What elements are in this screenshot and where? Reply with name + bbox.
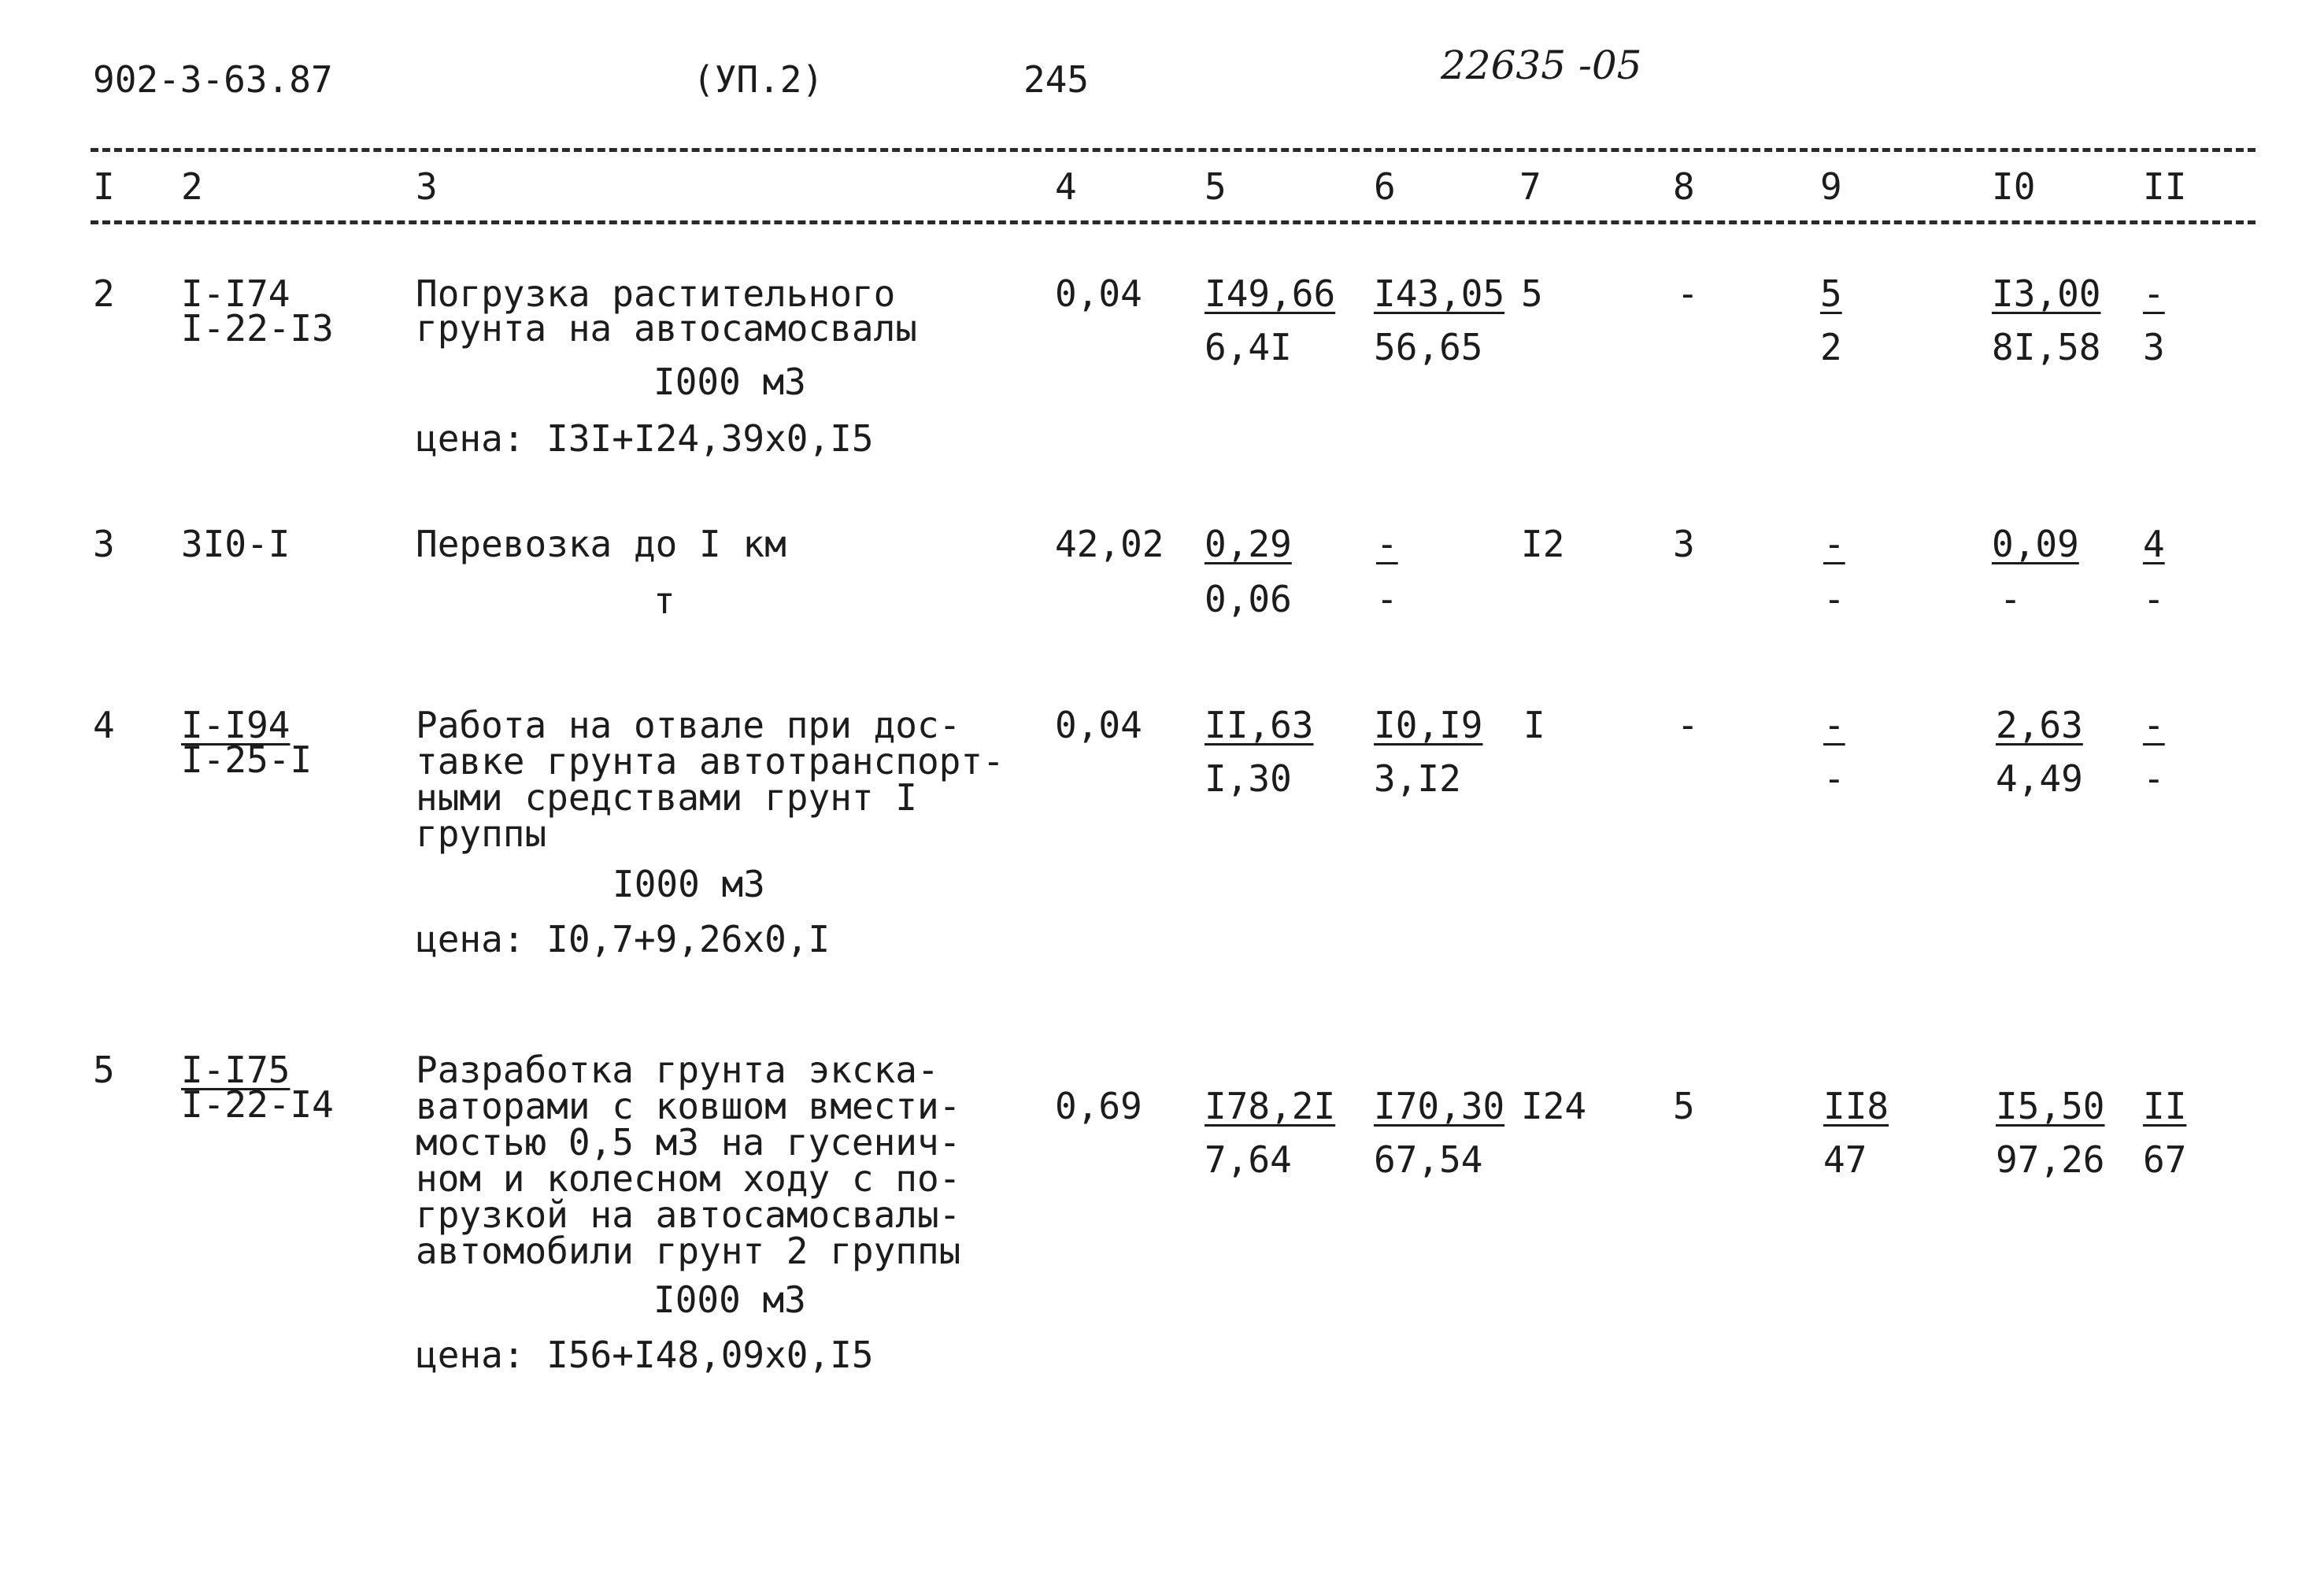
row-number: 3 (93, 523, 115, 565)
col-header-6: 6 (1374, 165, 1396, 208)
col8-value: 5 (1673, 1085, 1695, 1127)
value-denominator: 4,49 (1996, 757, 2083, 800)
work-description: Работа на отвале при дос- (416, 704, 961, 746)
row-number: 4 (93, 704, 115, 746)
norm-code: I-25-I (181, 738, 313, 781)
value-denominator: - (1823, 757, 1845, 800)
col7-value: I24 (1521, 1085, 1587, 1127)
value-numerator: 5 (1820, 272, 1842, 315)
value-denominator: - (2000, 578, 2022, 620)
col-header-11: II (2143, 165, 2187, 208)
work-description: ном и колесном ходу с по- (416, 1157, 961, 1200)
norm-code: I-22-I4 (181, 1083, 334, 1126)
value-denominator: 2 (1820, 326, 1842, 368)
unit-of-measure: I000 м3 (612, 863, 765, 905)
value-numerator: II,63 (1205, 704, 1314, 746)
row-number: 2 (93, 272, 115, 315)
col-header-1: I (93, 165, 115, 208)
quantity: 0,04 (1055, 704, 1142, 746)
value-denominator: - (1376, 578, 1398, 620)
col-header-4: 4 (1055, 165, 1077, 208)
value-numerator: II8 (1823, 1085, 1889, 1127)
col-header-7: 7 (1519, 165, 1541, 208)
value-numerator: I43,05 (1374, 272, 1505, 315)
col8-value: - (1677, 272, 1699, 315)
value-numerator: - (1823, 523, 1845, 565)
work-description: Разработка грунта экска- (416, 1049, 939, 1091)
norm-code: I-I74 (181, 272, 290, 315)
work-description: грузкой на автосамосвалы- (416, 1193, 961, 1236)
row-number: 5 (93, 1049, 115, 1091)
value-denominator: 7,64 (1205, 1138, 1292, 1181)
price-formula: цена: I56+I48,09х0,I5 (416, 1334, 874, 1376)
col-header-8: 8 (1673, 165, 1695, 208)
price-formula: цена: I3I+I24,39х0,I5 (416, 417, 874, 460)
col7-value: 5 (1521, 272, 1543, 315)
value-denominator: 67 (2143, 1138, 2187, 1181)
value-numerator: - (1376, 523, 1398, 565)
work-description: ваторами с ковшом вмести- (416, 1085, 961, 1127)
value-denominator: 47 (1823, 1138, 1867, 1181)
value-numerator: I0,I9 (1374, 704, 1483, 746)
work-description: ными средствами грунт I (416, 776, 917, 819)
value-numerator: 0,09 (1992, 523, 2079, 565)
col-header-10: I0 (1992, 165, 2036, 208)
value-numerator: I49,66 (1205, 272, 1336, 315)
value-numerator: 2,63 (1996, 704, 2083, 746)
col8-value: 3 (1673, 523, 1695, 565)
value-denominator: 56,65 (1374, 326, 1483, 368)
col-header-5: 5 (1205, 165, 1227, 208)
value-numerator: - (1823, 704, 1845, 746)
work-description: грунта на автосамосвалы (416, 307, 917, 350)
value-denominator: 3,I2 (1374, 757, 1461, 800)
value-numerator: 0,29 (1205, 523, 1292, 565)
col-header-9: 9 (1820, 165, 1842, 208)
value-numerator: I70,30 (1374, 1085, 1505, 1127)
unit-of-measure: I000 м3 (653, 1278, 806, 1321)
norm-code: I-I94 (181, 704, 290, 746)
value-numerator: - (2143, 272, 2165, 315)
value-denominator: I,30 (1205, 757, 1292, 800)
work-description: мостью 0,5 м3 на гусенич- (416, 1121, 961, 1164)
value-numerator: I5,50 (1996, 1085, 2105, 1127)
work-description: группы (416, 812, 547, 855)
work-description: Перевозка до I км (416, 523, 786, 565)
page-number: 245 (1023, 58, 1090, 101)
value-denominator: 3 (2143, 326, 2165, 368)
value-numerator: I3,00 (1992, 272, 2101, 315)
top-divider (91, 148, 2256, 152)
work-description: Погрузка растительного (416, 272, 896, 315)
document-code: 902-3-63.87 (93, 58, 333, 101)
value-denominator: - (2143, 757, 2165, 800)
quantity: 0,69 (1055, 1085, 1142, 1127)
handwritten-reference: 22635 -05 (1441, 43, 1642, 88)
col-header-3: 3 (416, 165, 438, 208)
value-denominator: 6,4I (1205, 326, 1292, 368)
col-header-2: 2 (181, 165, 203, 208)
norm-code: 3I0-I (181, 523, 290, 565)
norm-code: I-I75 (181, 1049, 290, 1091)
value-denominator: 0,06 (1205, 578, 1292, 620)
value-numerator: II (2143, 1085, 2187, 1127)
col7-value: I2 (1521, 523, 1565, 565)
col8-value: - (1677, 704, 1699, 746)
album-label: (УП.2) (693, 58, 824, 101)
col7-value: I (1523, 704, 1545, 746)
value-denominator: 97,26 (1996, 1138, 2105, 1181)
value-denominator: - (1823, 578, 1845, 620)
work-description: автомобили грунт 2 группы (416, 1230, 961, 1272)
value-denominator: 67,54 (1374, 1138, 1483, 1181)
value-numerator: I78,2I (1205, 1085, 1336, 1127)
quantity: 42,02 (1055, 523, 1164, 565)
value-denominator: - (2143, 578, 2165, 620)
work-description: тавке грунта автотранспорт- (416, 740, 1005, 783)
header-divider (91, 220, 2256, 224)
unit-of-measure: т (653, 579, 675, 622)
value-denominator: 8I,58 (1992, 326, 2101, 368)
value-numerator: - (2143, 704, 2165, 746)
value-numerator: 4 (2143, 523, 2165, 565)
unit-of-measure: I000 м3 (653, 361, 806, 403)
price-formula: цена: I0,7+9,26х0,I (416, 918, 831, 960)
norm-code: I-22-I3 (181, 307, 334, 350)
quantity: 0,04 (1055, 272, 1142, 315)
